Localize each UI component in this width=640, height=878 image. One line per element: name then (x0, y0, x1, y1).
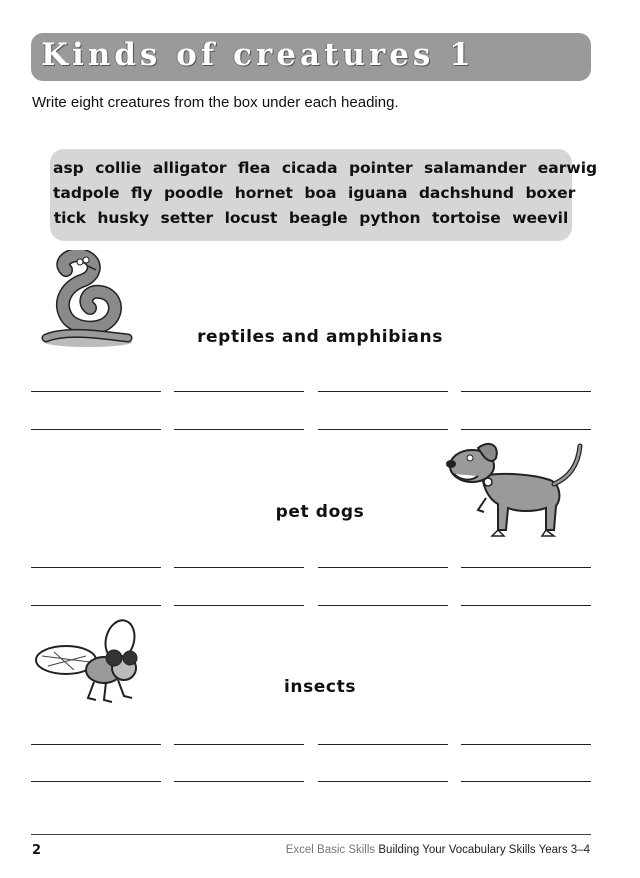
word: boxer (525, 184, 576, 202)
answer-line[interactable] (174, 605, 304, 606)
answer-line[interactable] (461, 429, 591, 430)
answer-line[interactable] (31, 744, 161, 745)
word: python (359, 209, 421, 227)
heading-reptiles: reptiles and amphibians (197, 327, 443, 347)
word: flea (237, 159, 271, 177)
series-name: Excel Basic Skills (285, 844, 376, 856)
word: beagle (288, 209, 348, 227)
answer-line[interactable] (461, 567, 591, 568)
page-number: 2 (32, 843, 42, 858)
word-row-1 (50, 159, 598, 177)
answer-line[interactable] (31, 605, 161, 606)
answer-line[interactable] (318, 605, 448, 606)
word: tick (53, 209, 86, 227)
word: setter (160, 209, 214, 227)
word: collie (95, 159, 142, 177)
answer-line[interactable] (318, 429, 448, 430)
word: locust (224, 209, 278, 227)
word: asp (53, 159, 84, 177)
word: alligator (152, 159, 227, 177)
word: poodle (163, 184, 224, 202)
answer-line[interactable] (461, 781, 591, 782)
word: cicada (281, 159, 338, 177)
page-title: Kinds of creatures 1 (41, 37, 475, 73)
instruction-text: Write eight creatures from the box under each heading. (32, 94, 399, 111)
answer-line[interactable] (174, 744, 304, 745)
answer-line[interactable] (31, 567, 161, 568)
heading-pet-dogs: pet dogs (275, 502, 365, 522)
answer-line[interactable] (318, 567, 448, 568)
answer-line[interactable] (174, 781, 304, 782)
answer-line[interactable] (318, 391, 448, 392)
word: pointer (348, 159, 413, 177)
word-box (50, 149, 598, 241)
word: boa (304, 184, 337, 202)
word-row-2 (50, 184, 576, 202)
heading-insects: insects (283, 677, 357, 697)
answer-line[interactable] (31, 391, 161, 392)
answer-line[interactable] (174, 429, 304, 430)
answer-line[interactable] (174, 567, 304, 568)
word: hornet (234, 184, 293, 202)
word: weevil (512, 209, 569, 227)
book-title: Building Your Vocabulary Skills Years 3–4 (378, 844, 590, 856)
answer-line[interactable] (31, 429, 161, 430)
word: earwig (537, 159, 598, 177)
answer-line[interactable] (318, 781, 448, 782)
word: iguana (348, 184, 408, 202)
word: fly (130, 184, 153, 202)
word: husky (97, 209, 150, 227)
word: tortoise (431, 209, 501, 227)
footer-divider (31, 834, 591, 835)
word-row-3 (50, 209, 572, 227)
word: salamander (424, 159, 527, 177)
answer-line[interactable] (461, 391, 591, 392)
word: tadpole (53, 184, 120, 202)
footer-credit (286, 844, 590, 856)
title-bar (31, 33, 591, 81)
answer-line[interactable] (461, 744, 591, 745)
dog-icon (442, 438, 587, 543)
answer-line[interactable] (174, 391, 304, 392)
answer-line[interactable] (31, 781, 161, 782)
answer-line[interactable] (318, 744, 448, 745)
word: dachshund (418, 184, 515, 202)
answer-line[interactable] (461, 605, 591, 606)
